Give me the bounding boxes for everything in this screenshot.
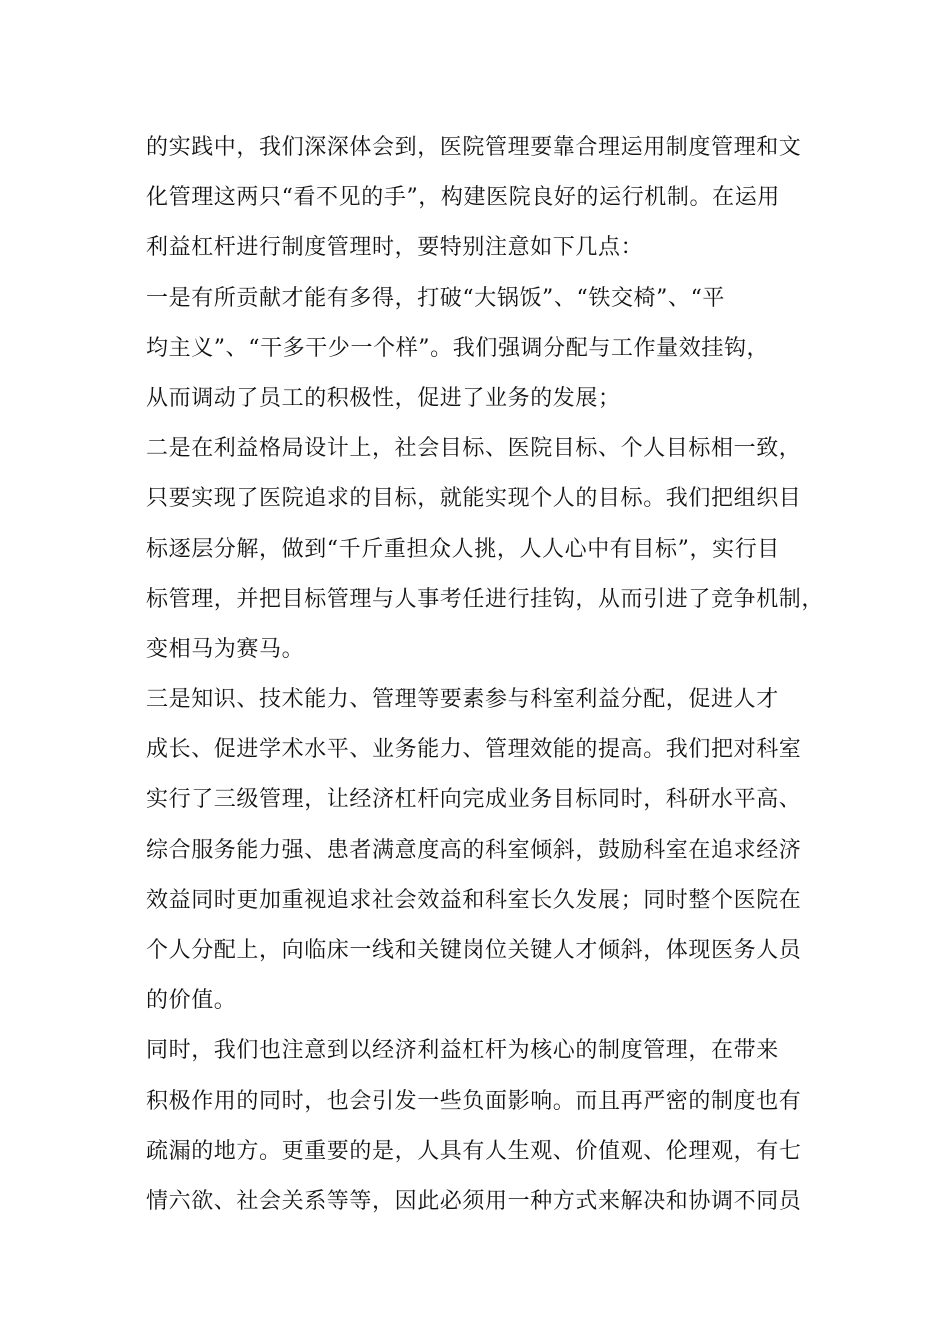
text-line: 实行了三级管理，让经济杠杆向完成业务目标同时，科研水平高、 — [146, 787, 802, 813]
text-line: 三是知识、技术能力、管理等要素参与科室利益分配，促进人才 — [146, 687, 779, 713]
text-line: 标管理，并把目标管理与人事考任进行挂钩，从而引进了竞争机制， — [146, 586, 825, 612]
text-line: 只要实现了医院追求的目标，就能实现个人的目标。我们把组织目 — [146, 486, 802, 512]
text-line: 疏漏的地方。更重要的是，人具有人生观、价值观、伦理观，有七 — [146, 1138, 802, 1164]
text-line: 从而调动了员工的积极性，促进了业务的发展； — [146, 385, 621, 411]
text-line: 积极作用的同时，也会引发一些负面影响。而且再严密的制度也有 — [146, 1088, 802, 1114]
text-line: 二是在利益格局设计上，社会目标、医院目标、个人目标相一致， — [146, 436, 802, 462]
text-line: 一是有所贡献才能有多得，打破“大锅饭”、“铁交椅”、“平 — [146, 285, 726, 311]
text-line: 情六欲、社会关系等等，因此必须用一种方式来解决和协调不同员 — [146, 1188, 802, 1214]
text-line: 综合服务能力强、患者满意度高的科室倾斜，鼓励科室在追求经济 — [146, 837, 802, 863]
text-line: 标逐层分解，做到“千斤重担众人挑，人人心中有目标”，实行目 — [146, 536, 780, 562]
text-line: 个人分配上，向临床一线和关键岗位关键人才倾斜，体现医务人员 — [146, 938, 802, 963]
text-line: 的价值。 — [146, 988, 237, 1014]
text-line: 利益杠杆进行制度管理时，要特别注意如下几点： — [146, 235, 644, 261]
text-line: 效益同时更加重视追求社会效益和科室长久发展；同时整个医院在 — [146, 887, 802, 913]
text-line: 同时，我们也注意到以经济利益杠杆为核心的制度管理，在带来 — [146, 1038, 779, 1064]
text-line: 的实践中，我们深深体会到，医院管理要靠合理运用制度管理和文 — [146, 135, 802, 160]
text-line: 化管理这两只“看不见的手”，构建医院良好的运行机制。在运用 — [146, 185, 780, 211]
body-text — [146, 128, 825, 1232]
text-line: 均主义”、“干多干少一个样”。我们强调分配与工作量效挂钩， — [146, 335, 770, 361]
text-line: 变相马为赛马。 — [146, 636, 305, 662]
text-line: 成长、促进学术水平、业务能力、管理效能的提高。我们把对科室 — [146, 737, 802, 763]
